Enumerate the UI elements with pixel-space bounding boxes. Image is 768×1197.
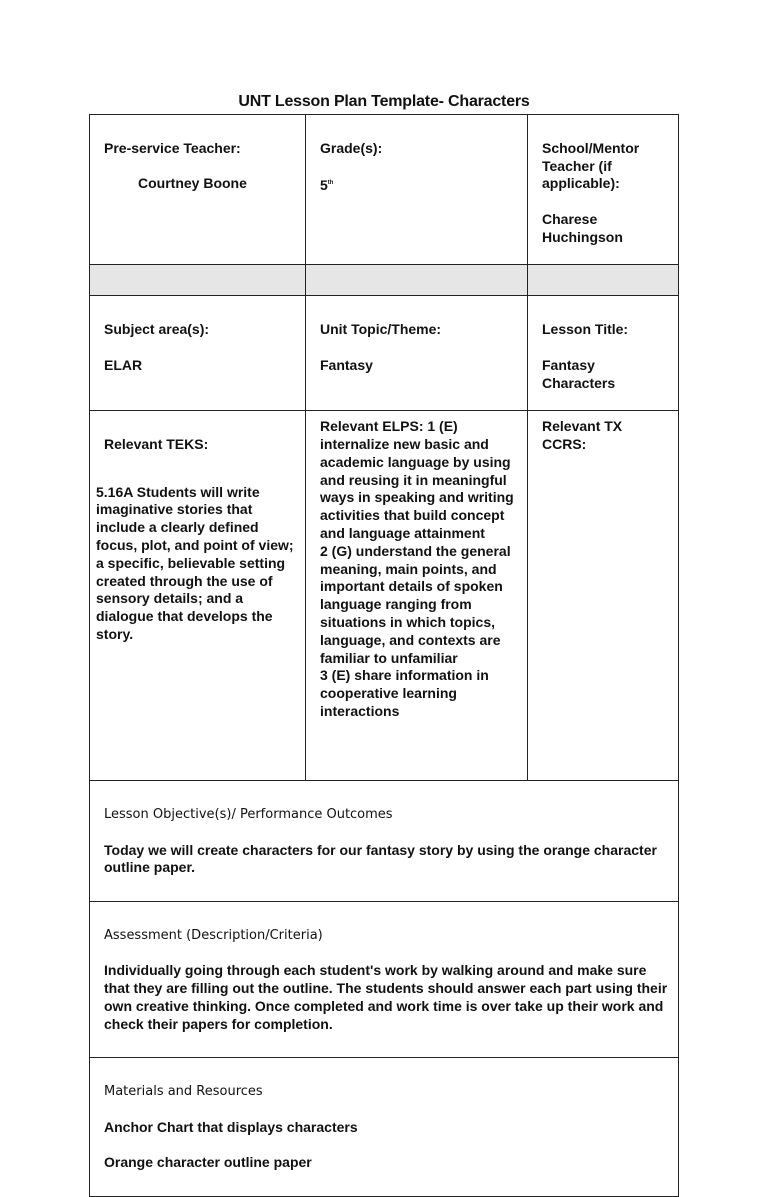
objective-row bbox=[90, 781, 679, 902]
shaded-spacer-row bbox=[90, 265, 679, 296]
unit-value: Fantasy bbox=[320, 356, 373, 373]
mentor-cell bbox=[528, 115, 679, 265]
subject-cell bbox=[90, 296, 306, 411]
standards-row bbox=[90, 411, 679, 781]
mentor-name: Charese Huchingson bbox=[542, 210, 623, 245]
unit-cell bbox=[306, 296, 528, 411]
teacher-name: Courtney Boone bbox=[138, 175, 247, 192]
subject-label: Subject area(s): bbox=[104, 321, 210, 338]
teks-text: 5.16A Students will write imaginative stories that include a clearly defined focus, plot, and point of view; a specific, believable setting created through the use of sensory details; and a dialogue that develops the story. bbox=[96, 483, 294, 642]
shaded-cell bbox=[528, 265, 679, 296]
grade-suffix: th bbox=[327, 180, 334, 187]
lesson-title-label: Lesson Title: bbox=[542, 321, 629, 338]
teks-label: Relevant TEKS: bbox=[104, 435, 209, 452]
grade-cell bbox=[306, 115, 528, 265]
teacher-label: Pre-service Teacher: bbox=[104, 139, 241, 156]
teacher-cell bbox=[90, 115, 306, 265]
subject-value: ELAR bbox=[104, 356, 143, 373]
materials-cell bbox=[90, 1058, 679, 1197]
unit-label: Unit Topic/Theme: bbox=[320, 321, 442, 338]
materials-item: Orange character outline paper bbox=[104, 1154, 312, 1171]
lesson-title-cell bbox=[528, 296, 679, 411]
assessment-label: Assessment (Description/Criteria) bbox=[104, 927, 323, 943]
materials-label: Materials and Resources bbox=[104, 1084, 263, 1100]
elps-text: Relevant ELPS: 1 (E) internalize new basic and academic language by using and reusing it in meaningful ways in speaking and writing activities that build concept and language attainment 2 (G) understand the general meaning, main points, and important details of spoken language ranging from situations in which topics, language, and contexts are familiar to unfamiliar 3 (E) share information in cooperative learning interactions bbox=[320, 418, 514, 719]
assessment-cell bbox=[90, 901, 679, 1057]
lesson-plan-table bbox=[89, 114, 679, 1197]
materials-item: Anchor Chart that displays characters bbox=[104, 1118, 358, 1135]
objective-cell bbox=[90, 781, 679, 902]
mentor-label: School/Mentor Teacher (if applicable): bbox=[542, 139, 640, 192]
lesson-title-value: Fantasy Characters bbox=[542, 356, 616, 391]
objective-label: Lesson Objective(s)/ Performance Outcomes bbox=[104, 806, 393, 822]
objective-text: Today we will create characters for our fantasy story by using the orange character outline paper. bbox=[104, 841, 657, 876]
shaded-cell bbox=[90, 265, 306, 296]
teacher-info-row bbox=[90, 115, 679, 265]
assessment-row bbox=[90, 901, 679, 1057]
ccrs-label: Relevant TX CCRS: bbox=[542, 418, 623, 452]
teks-cell bbox=[90, 411, 306, 781]
shaded-cell bbox=[306, 265, 528, 296]
subject-row bbox=[90, 296, 679, 411]
document-title: UNT Lesson Plan Template- Characters bbox=[238, 93, 530, 110]
elps-cell bbox=[306, 411, 528, 781]
materials-row bbox=[90, 1058, 679, 1197]
grade-label: Grade(s): bbox=[320, 139, 383, 156]
grade-value: 5 bbox=[320, 177, 328, 194]
assessment-text: Individually going through each student's work by walking around and make sure that they are filling out the outline. The students should answer each part using their own creative thinking. Once completed and work time is over take up their work and check their papers for completion. bbox=[104, 962, 668, 1032]
ccrs-cell bbox=[528, 411, 679, 781]
